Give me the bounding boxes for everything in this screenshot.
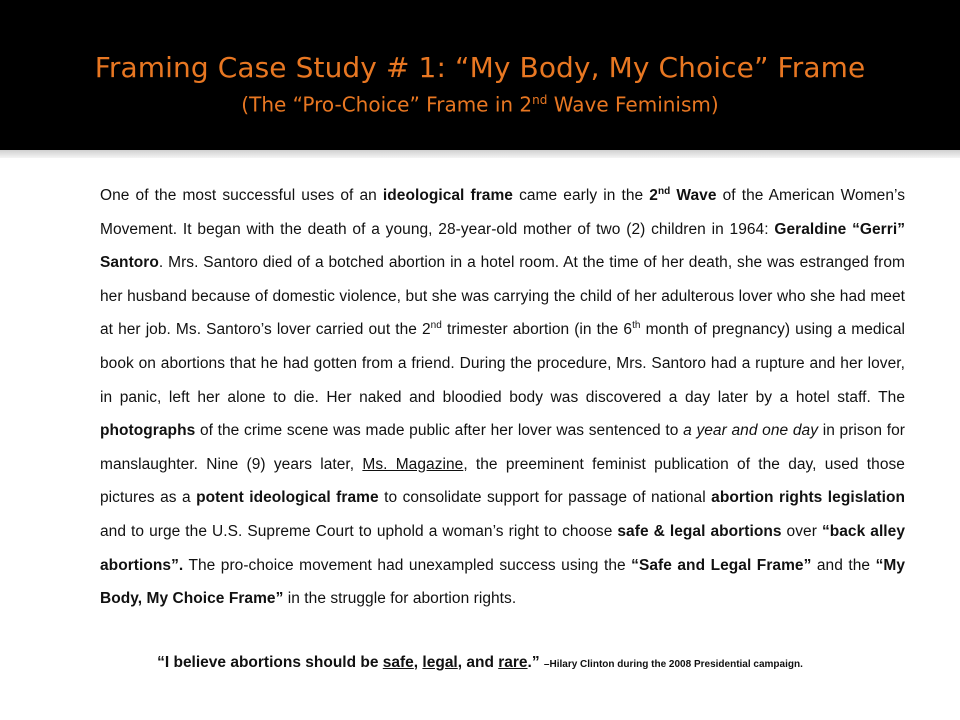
publication-ms-magazine: Ms. Magazine <box>362 455 464 473</box>
term-my-body-frame: “My Body, My Choice Frame” <box>100 556 906 608</box>
body-text: and the <box>811 556 876 574</box>
term-potent-frame: potent ideological frame <box>196 489 379 507</box>
body-text: in prison for manslaughter. Nine (9) years later, <box>100 422 905 473</box>
body-text: and to urge the U.S. Supreme Court to uphold a woman’s right to choose <box>100 522 618 540</box>
subtitle-text-end: Wave Feminism) <box>547 92 719 117</box>
term-safe-legal-frame: “Safe and Legal Frame” <box>631 556 812 574</box>
ordinal-suffix: th <box>632 320 641 332</box>
body-text: of the crime scene was made public after her lover was sentenced to <box>195 422 684 440</box>
quote-attribution: –Hilary Clinton during the 2008 Presidential campaign. <box>543 659 803 670</box>
body-text: in the struggle for abortion rights. <box>283 590 517 608</box>
subtitle-text-start: (The “Pro-Choice” Frame in 2 <box>241 92 533 117</box>
term-second-wave: 2nd Wave <box>649 185 717 204</box>
subtitle-ordinal-suffix: nd <box>532 93 548 107</box>
clinton-quote <box>0 651 960 677</box>
quote-word-legal: legal <box>422 654 458 671</box>
quote-text: “I believe abortions should be <box>157 654 383 671</box>
quote-text: .” <box>527 654 544 671</box>
quote-word-rare: rare <box>498 654 528 671</box>
term-abortion-legislation: abortion rights legislation <box>711 489 905 507</box>
body-text: The pro-choice movement had unexampled success using the <box>183 556 632 574</box>
header-divider <box>0 150 960 158</box>
body-text: One of the most successful uses of an <box>100 187 383 204</box>
body-text: came early in the <box>512 187 650 204</box>
sentence-length: a year and one day <box>683 422 819 440</box>
quote-word-safe: safe <box>382 654 414 671</box>
case-study-paragraph <box>100 179 905 616</box>
term-safe-legal: safe & legal abortions <box>617 522 782 540</box>
slide-subtitle <box>0 86 960 119</box>
ordinal-suffix: nd <box>430 320 442 332</box>
body-text: of the American Women’s Movement. It began with the death of a young, 28-year-old mother of two (2) children in 1964: <box>100 187 906 238</box>
body-text: , the preeminent feminist publication of the day, used those pictures as a <box>100 455 905 507</box>
body-text: . Mrs. Santoro died of a botched abortion in a hotel room. At the time of her death, she was estranged from her husband because of domestic violence, but she was carrying the child of her adulterous lover who she had meet at her job. Ms. Santoro’s lover carried out the 2 <box>100 254 905 339</box>
term-ideological-frame: ideological frame <box>382 187 513 204</box>
quote-text: , <box>413 654 423 671</box>
name-geraldine-santoro: Geraldine “Gerri” Santoro <box>100 220 905 272</box>
body-text: month of pregnancy) using a medical book on abortions that he had gotten from a friend. During the procedure, Mrs. Santoro had a rupture and her lover, in panic, left her alone to die. Her naked and bloodied body was discovered a day later by a hotel staff. The <box>100 321 905 406</box>
quote-text: , and <box>457 654 499 671</box>
body-text: over <box>781 522 822 540</box>
body-text: to consolidate support for passage of national <box>378 489 712 507</box>
slide-title: Framing Case Study # 1: “My Body, My Choice” Frame <box>94 51 866 84</box>
slide-header <box>0 0 960 150</box>
term-photographs: photographs <box>100 422 196 440</box>
body-text: trimester abortion (in the 6 <box>441 321 633 339</box>
term-back-alley: “back alley abortions”. <box>100 522 906 574</box>
